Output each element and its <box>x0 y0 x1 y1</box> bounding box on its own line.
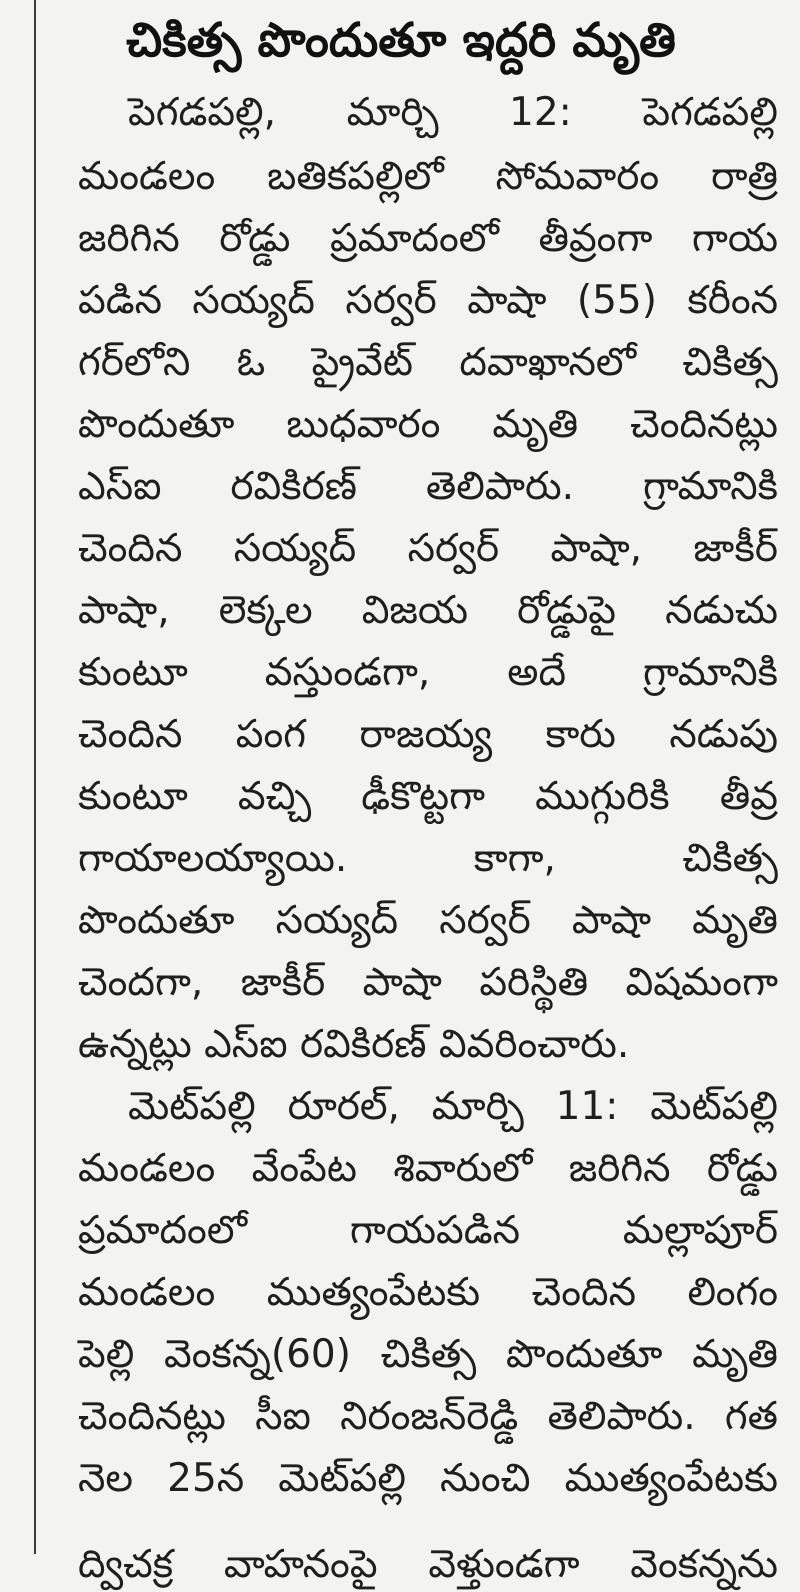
paragraph-1-line-13: గాయాలయ్యాయి. కాగా, చికిత్స <box>78 836 778 881</box>
paragraph-1-line-15: చెందగా, జాకీర్ పాషా పరిస్థితి విషమంగా <box>78 960 778 1005</box>
column-rule <box>34 0 36 1554</box>
paragraph-2-line-3: ప్రమాదంలో గాయపడిన మల్లాపూర్ <box>78 1208 778 1253</box>
paragraph-1-line-16: ఉన్నట్లు ఎస్ఐ రవికిరణ్ వివరించారు. <box>78 1022 630 1067</box>
paragraph-1-line-12: కుంటూ వచ్చి ఢీకొట్టగా ముగ్గురికి తీవ్ర <box>78 774 778 819</box>
paragraph-1-line-1: పెగడపల్లి, మార్చి 12: పెగడపల్లి <box>128 90 778 135</box>
paragraph-1-line-8: చెందిన సయ్యద్ సర్వర్ పాషా, జాకీర్ <box>78 526 778 571</box>
paragraph-1-line-6: పొందుతూ బుధవారం మృతి చెందినట్లు <box>78 402 778 447</box>
paragraph-1-line-9: పాషా, లెక్కల విజయ రోడ్డుపై నడుచు <box>78 588 778 633</box>
paragraph-1-line-3: జరిగిన రోడ్డు ప్రమాదంలో తీవ్రంగా గాయ <box>78 216 778 261</box>
paragraph-1-line-7: ఎస్ఐ రవికిరణ్ తెలిపారు. గ్రామానికి <box>78 464 778 509</box>
paragraph-2-line-2: మండలం వేంపేట శివారులో జరిగిన రోడ్డు <box>78 1146 778 1191</box>
paragraph-1-line-5: గర్‌లోని ఓ ప్రైవేట్ దవాఖానలో చికిత్స <box>78 340 778 385</box>
article-headline: చికిత్స పొందుతూ ఇద్దరి మృతి <box>126 13 676 68</box>
paragraph-2-line-1: మెట్‌పల్లి రూరల్, మార్చి 11: మెట్‌పల్లి <box>128 1084 778 1129</box>
paragraph-2-line-6: చెందినట్లు సీఐ నిరంజన్‌రెడ్డి తెలిపారు. గత <box>78 1394 778 1439</box>
paragraph-1-line-11: చెందిన పంగ రాజయ్య కారు నడుపు <box>78 712 778 757</box>
paragraph-1-line-10: కుంటూ వస్తుండగా, అదే గ్రామానికి <box>78 650 778 695</box>
paragraph-1-line-4: పడిన సయ్యద్ సర్వర్ పాషా (55) కరీంన <box>78 278 778 323</box>
paragraph-1-line-2: మండలం బతికపల్లిలో సోమవారం రాత్రి <box>78 154 778 199</box>
paragraph-2-line-4: మండలం ముత్యంపేటకు చెందిన లింగం <box>78 1270 778 1315</box>
paragraph-1-line-14: పొందుతూ సయ్యద్ సర్వర్ పాషా మృతి <box>78 898 778 943</box>
paragraph-2-line-5: పెల్లి వెంకన్న(60) చికిత్స పొందుతూ మృతి <box>78 1332 778 1377</box>
paragraph-2-line-8-partial: ద్విచక్ర వాహనంపై వెళ్తుండగా వెంకన్నను <box>78 1542 778 1587</box>
news-article <box>40 0 778 1587</box>
paragraph-2-line-7: నెల 25న మెట్‌పల్లి నుంచి ముత్యంపేటకు <box>78 1456 778 1501</box>
